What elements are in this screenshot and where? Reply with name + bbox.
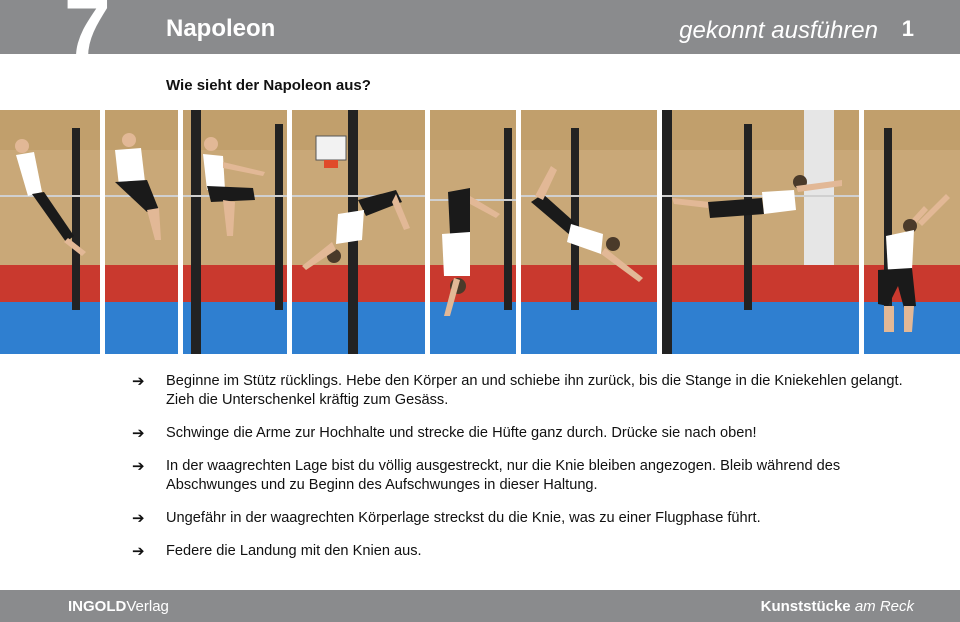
instruction-item-3 — [132, 457, 922, 495]
photo-frame-8 — [864, 110, 960, 354]
arrow-right-icon: ➔ — [132, 510, 145, 527]
instruction-item-4 — [132, 509, 922, 528]
photo-frame-7 — [662, 110, 859, 354]
instruction-text: In der waagrechten Lage bist du völlig ausgestreckt, nur die Knie bleiben angezogen. Bleib während des Abschwunges und zu Beginn des Aufschwunges in dieser Haltung. — [166, 458, 841, 493]
instruction-text: Schwinge die Arme zur Hochhalte und strecke die Hüfte ganz durch. Drücke sie nach oben! — [166, 425, 757, 441]
arrow-right-icon: ➔ — [132, 425, 145, 442]
publisher-logo — [68, 598, 169, 615]
instruction-item-1 — [132, 372, 922, 410]
photo-frame-1 — [0, 110, 100, 354]
page-number: 1 — [901, 16, 914, 41]
instruction-text: Federe die Landung mit den Knien aus. — [166, 543, 422, 559]
photo-frame-4 — [292, 110, 425, 354]
page-subtitle: gekonnt ausführen — [679, 17, 878, 44]
series-title — [761, 598, 914, 615]
photo-frame-3 — [183, 110, 287, 354]
instruction-item-2 — [132, 424, 922, 443]
instruction-list — [132, 372, 922, 575]
section-question: Wie sieht der Napoleon aus? — [166, 77, 371, 94]
arrow-right-icon: ➔ — [132, 458, 145, 475]
instruction-text: Ungefähr in der waagrechten Körperlage streckst du die Knie, was zu einer Flugphase führt. — [166, 510, 761, 526]
chapter-number: 7 — [64, 0, 109, 75]
arrow-right-icon: ➔ — [132, 373, 145, 390]
publisher-name-bold: INGOLD — [68, 598, 127, 615]
photo-frame-2 — [105, 110, 178, 354]
instruction-text: Beginne im Stütz rücklings. Hebe den Körper an und schiebe ihn zurück, bis die Stange in die Kniekehlen gelangt. Zieh die Unterschenkel kräftig zum Gesäss. — [166, 373, 903, 408]
photo-frame-5 — [430, 110, 516, 354]
publisher-name-rest: Verlag — [126, 598, 169, 615]
series-title-bold: Kunststücke — [760, 598, 851, 615]
photo-sequence — [0, 110, 960, 354]
footer-band — [0, 590, 960, 622]
instruction-item-5 — [132, 542, 922, 561]
photo-frame-6 — [521, 110, 657, 354]
page-title: Napoleon — [166, 15, 276, 42]
header-band — [0, 0, 960, 75]
arrow-right-icon: ➔ — [132, 543, 145, 560]
series-title-italic: am Reck — [854, 598, 914, 615]
